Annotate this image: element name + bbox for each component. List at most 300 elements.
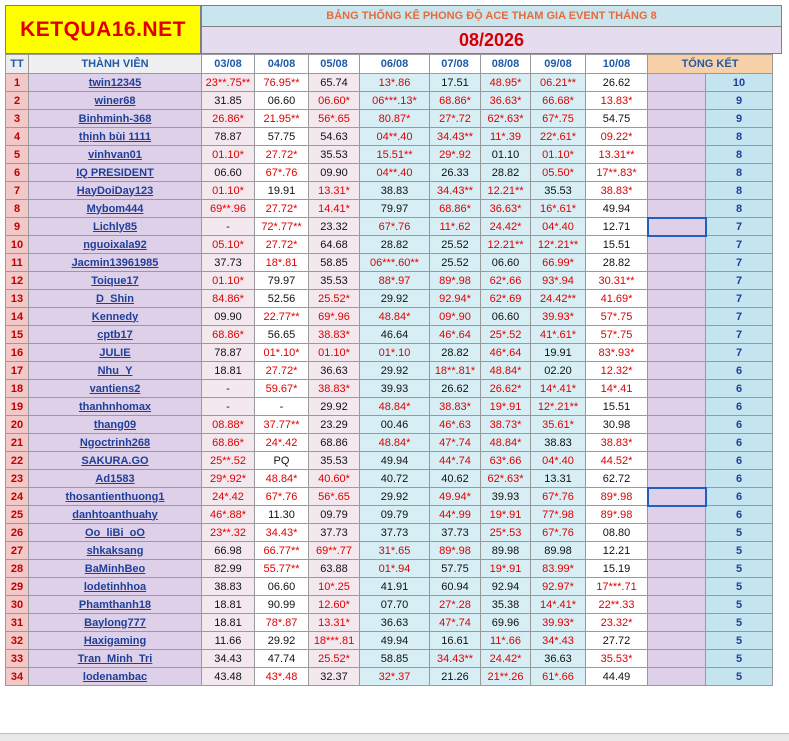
total-spacer-cell[interactable] (648, 506, 706, 524)
row-number-cell[interactable]: 34 (6, 668, 29, 686)
score-cell[interactable]: PQ (255, 452, 309, 470)
score-cell[interactable]: 18**.81* (430, 362, 481, 380)
total-score-cell[interactable]: 6 (706, 398, 773, 416)
score-cell[interactable]: 35.53 (309, 272, 360, 290)
total-score-cell[interactable]: 8 (706, 182, 773, 200)
score-cell[interactable]: 09.22* (586, 128, 648, 146)
score-cell[interactable]: 12*.21** (531, 398, 586, 416)
score-cell[interactable]: 09.90 (202, 308, 255, 326)
row-number-cell[interactable]: 6 (6, 164, 29, 182)
score-cell[interactable]: 09.90 (309, 164, 360, 182)
score-cell[interactable]: 18.81 (202, 362, 255, 380)
score-cell[interactable]: 06***.60** (360, 254, 430, 272)
score-cell[interactable]: 56*.65 (309, 488, 360, 506)
score-cell[interactable]: 18.81 (202, 614, 255, 632)
score-cell[interactable]: 31.85 (202, 92, 255, 110)
score-cell[interactable]: 12*.21** (531, 236, 586, 254)
score-cell[interactable]: 15.51 (586, 236, 648, 254)
score-cell[interactable]: 26.33 (430, 164, 481, 182)
score-cell[interactable]: 29.92 (360, 488, 430, 506)
score-cell[interactable]: 37.77** (255, 416, 309, 434)
score-cell[interactable]: 22*.61* (531, 128, 586, 146)
score-cell[interactable]: 47*.74 (430, 434, 481, 452)
score-cell[interactable]: 79.97 (255, 272, 309, 290)
total-score-cell[interactable]: 7 (706, 236, 773, 254)
row-number-cell[interactable]: 11 (6, 254, 29, 272)
score-cell[interactable]: 35.53* (586, 650, 648, 668)
score-cell[interactable]: 68.86* (430, 200, 481, 218)
member-name-cell[interactable]: lodetinhhoa (29, 578, 202, 596)
score-cell[interactable]: 11.66 (202, 632, 255, 650)
total-spacer-cell[interactable] (648, 110, 706, 128)
score-cell[interactable]: 68.86 (309, 434, 360, 452)
score-cell[interactable]: 06.60 (255, 92, 309, 110)
score-cell[interactable]: 41*.61* (531, 326, 586, 344)
total-spacer-cell[interactable] (648, 668, 706, 686)
score-cell[interactable]: 12.21 (586, 542, 648, 560)
score-cell[interactable]: 06***.13* (360, 92, 430, 110)
score-cell[interactable]: 80.87* (360, 110, 430, 128)
score-cell[interactable]: 89.98 (481, 542, 531, 560)
member-name-cell[interactable]: Phamthanh18 (29, 596, 202, 614)
score-cell[interactable]: 41.69* (586, 290, 648, 308)
score-cell[interactable]: 12.60* (309, 596, 360, 614)
score-cell[interactable]: 89*.98 (430, 542, 481, 560)
member-name-cell[interactable]: shkaksang (29, 542, 202, 560)
total-score-cell[interactable]: 6 (706, 470, 773, 488)
score-cell[interactable]: 04*.40 (531, 452, 586, 470)
member-name-cell[interactable]: Ngoctrinh268 (29, 434, 202, 452)
member-name-cell[interactable]: Nhu_Y (29, 362, 202, 380)
score-cell[interactable]: 27.72* (255, 146, 309, 164)
score-cell[interactable]: 89*.98 (586, 506, 648, 524)
score-cell[interactable]: 36.63 (531, 650, 586, 668)
score-cell[interactable]: 40.60* (309, 470, 360, 488)
score-cell[interactable]: 01.10* (531, 146, 586, 164)
score-cell[interactable]: 29.92 (360, 362, 430, 380)
score-cell[interactable]: 44*.74 (430, 452, 481, 470)
score-cell[interactable]: 27.72* (255, 200, 309, 218)
total-spacer-cell[interactable] (648, 524, 706, 542)
score-cell[interactable]: 27*.72 (430, 110, 481, 128)
score-cell[interactable]: 01*.10 (360, 344, 430, 362)
total-spacer-cell[interactable] (648, 236, 706, 254)
total-score-cell[interactable]: 9 (706, 92, 773, 110)
score-cell[interactable]: 67*.76 (531, 488, 586, 506)
score-cell[interactable]: 48.84* (360, 398, 430, 416)
score-cell[interactable]: 04**.40 (360, 164, 430, 182)
member-name-cell[interactable]: lodenambac (29, 668, 202, 686)
score-cell[interactable]: 26.62* (481, 380, 531, 398)
score-cell[interactable]: 13.31** (586, 146, 648, 164)
score-cell[interactable]: 26.86* (202, 110, 255, 128)
score-cell[interactable]: 49.94 (360, 452, 430, 470)
total-score-cell[interactable]: 5 (706, 524, 773, 542)
score-cell[interactable]: 29.92 (309, 398, 360, 416)
score-cell[interactable]: 92.97* (531, 578, 586, 596)
row-number-cell[interactable]: 23 (6, 470, 29, 488)
score-cell[interactable]: 62*.63* (481, 110, 531, 128)
row-number-cell[interactable]: 26 (6, 524, 29, 542)
score-cell[interactable]: 35.53 (309, 452, 360, 470)
score-cell[interactable]: 38.83 (360, 182, 430, 200)
score-cell[interactable]: 24*.42 (255, 434, 309, 452)
score-cell[interactable]: 43*.48 (255, 668, 309, 686)
score-cell[interactable]: 11*.39 (481, 128, 531, 146)
score-cell[interactable]: 49.94 (360, 632, 430, 650)
total-score-cell[interactable]: 6 (706, 434, 773, 452)
score-cell[interactable]: 88*.97 (360, 272, 430, 290)
row-number-cell[interactable]: 1 (6, 74, 29, 92)
header-date[interactable]: 09/08 (531, 55, 586, 74)
score-cell[interactable]: 37.73 (430, 524, 481, 542)
score-cell[interactable]: 48.95* (481, 74, 531, 92)
row-number-cell[interactable]: 13 (6, 290, 29, 308)
member-name-cell[interactable]: JULIE (29, 344, 202, 362)
score-cell[interactable]: 01.10 (481, 146, 531, 164)
score-cell[interactable]: 10*.25 (309, 578, 360, 596)
score-cell[interactable]: 13.83* (586, 92, 648, 110)
total-score-cell[interactable]: 5 (706, 596, 773, 614)
total-spacer-cell[interactable] (648, 74, 706, 92)
row-number-cell[interactable]: 24 (6, 488, 29, 506)
score-cell[interactable]: 46*.64 (481, 344, 531, 362)
row-number-cell[interactable]: 16 (6, 344, 29, 362)
stats-table[interactable] (5, 54, 773, 686)
score-cell[interactable]: 01*.10* (255, 344, 309, 362)
score-cell[interactable]: 31*.65 (360, 542, 430, 560)
row-number-cell[interactable]: 21 (6, 434, 29, 452)
score-cell[interactable]: 24*.42 (202, 488, 255, 506)
score-cell[interactable]: 67*.75 (531, 110, 586, 128)
total-spacer-cell[interactable] (648, 362, 706, 380)
member-name-cell[interactable]: HayDoiDay123 (29, 182, 202, 200)
score-cell[interactable]: 25*.52 (481, 326, 531, 344)
score-cell[interactable]: 13.31* (309, 614, 360, 632)
row-number-cell[interactable]: 32 (6, 632, 29, 650)
score-cell[interactable]: 24.42* (481, 218, 531, 236)
score-cell[interactable]: 01.10* (202, 182, 255, 200)
score-cell[interactable]: 18.81 (202, 596, 255, 614)
score-cell[interactable]: 83*.93* (586, 344, 648, 362)
score-cell[interactable]: 06.60* (309, 92, 360, 110)
row-number-cell[interactable]: 18 (6, 380, 29, 398)
score-cell[interactable]: 15.19 (586, 560, 648, 578)
score-cell[interactable]: 69**.77 (309, 542, 360, 560)
score-cell[interactable]: 62*.69 (481, 290, 531, 308)
score-cell[interactable]: 47.74 (255, 650, 309, 668)
total-spacer-cell[interactable] (648, 92, 706, 110)
score-cell[interactable]: 08.80 (586, 524, 648, 542)
score-cell[interactable]: 84.86* (202, 290, 255, 308)
total-spacer-cell[interactable] (648, 434, 706, 452)
score-cell[interactable]: 57.75 (255, 128, 309, 146)
score-cell[interactable]: 44.52* (586, 452, 648, 470)
score-cell[interactable]: 89.98 (531, 542, 586, 560)
score-cell[interactable]: 57*.75 (586, 308, 648, 326)
score-cell[interactable]: 22**.33 (586, 596, 648, 614)
score-cell[interactable]: - (202, 218, 255, 236)
score-cell[interactable]: 32.37 (309, 668, 360, 686)
score-cell[interactable]: 11*.66 (481, 632, 531, 650)
total-score-cell[interactable]: 5 (706, 542, 773, 560)
score-cell[interactable]: 68.86* (202, 326, 255, 344)
score-cell[interactable]: 57.75 (430, 560, 481, 578)
score-cell[interactable]: 34.43** (430, 128, 481, 146)
score-cell[interactable]: 12.71 (586, 218, 648, 236)
score-cell[interactable]: 46*.64 (430, 326, 481, 344)
score-cell[interactable]: 21.26 (430, 668, 481, 686)
row-number-cell[interactable]: 10 (6, 236, 29, 254)
score-cell[interactable]: 40.72 (360, 470, 430, 488)
header-date[interactable]: 05/08 (309, 55, 360, 74)
score-cell[interactable]: 14.41* (309, 200, 360, 218)
total-score-cell[interactable]: 5 (706, 632, 773, 650)
score-cell[interactable]: 78*.87 (255, 614, 309, 632)
score-cell[interactable]: 46*.63 (430, 416, 481, 434)
total-spacer-cell[interactable] (648, 596, 706, 614)
score-cell[interactable]: 04*.40 (531, 218, 586, 236)
score-cell[interactable]: 12.21** (481, 236, 531, 254)
score-cell[interactable]: 44.49 (586, 668, 648, 686)
header-date[interactable]: 10/08 (586, 55, 648, 74)
score-cell[interactable]: 48.84* (360, 434, 430, 452)
header-total[interactable]: TỔNG KẾT (648, 55, 773, 74)
member-name-cell[interactable]: vinhvan01 (29, 146, 202, 164)
score-cell[interactable]: 65.74 (309, 74, 360, 92)
score-cell[interactable]: 68.86* (202, 434, 255, 452)
total-score-cell[interactable]: 5 (706, 650, 773, 668)
score-cell[interactable]: 76.95** (255, 74, 309, 92)
member-name-cell[interactable]: Lichly85 (29, 218, 202, 236)
score-cell[interactable]: 59.67* (255, 380, 309, 398)
total-score-cell[interactable]: 8 (706, 200, 773, 218)
score-cell[interactable]: 48.84* (360, 308, 430, 326)
row-number-cell[interactable]: 28 (6, 560, 29, 578)
score-cell[interactable]: 28.82 (586, 254, 648, 272)
score-cell[interactable]: 58.85 (360, 650, 430, 668)
score-cell[interactable]: 06.60 (202, 164, 255, 182)
score-cell[interactable]: 18***.81 (309, 632, 360, 650)
score-cell[interactable]: 79.97 (360, 200, 430, 218)
row-number-cell[interactable]: 20 (6, 416, 29, 434)
total-spacer-cell[interactable] (648, 200, 706, 218)
total-score-cell[interactable]: 7 (706, 272, 773, 290)
score-cell[interactable]: 25.52* (309, 290, 360, 308)
score-cell[interactable]: 19.91 (255, 182, 309, 200)
total-score-cell[interactable]: 6 (706, 452, 773, 470)
score-cell[interactable]: 01.10* (309, 344, 360, 362)
score-cell[interactable]: 35.38 (481, 596, 531, 614)
score-cell[interactable]: 54.63 (309, 128, 360, 146)
score-cell[interactable]: 39.93 (360, 380, 430, 398)
member-name-cell[interactable]: winer68 (29, 92, 202, 110)
total-score-cell[interactable]: 6 (706, 380, 773, 398)
score-cell[interactable]: 06.60 (481, 254, 531, 272)
score-cell[interactable]: 23.29 (309, 416, 360, 434)
row-number-cell[interactable]: 17 (6, 362, 29, 380)
score-cell[interactable]: 27*.28 (430, 596, 481, 614)
score-cell[interactable]: 18*.81 (255, 254, 309, 272)
score-cell[interactable]: 22.77** (255, 308, 309, 326)
sheet-month[interactable] (201, 27, 782, 54)
score-cell[interactable]: 08.88* (202, 416, 255, 434)
row-number-cell[interactable]: 25 (6, 506, 29, 524)
score-cell[interactable]: 38.83* (309, 326, 360, 344)
score-cell[interactable]: 40.62 (430, 470, 481, 488)
score-cell[interactable]: 19.91 (531, 344, 586, 362)
total-score-cell[interactable]: 5 (706, 668, 773, 686)
total-score-cell[interactable]: 5 (706, 560, 773, 578)
score-cell[interactable]: 46*.88* (202, 506, 255, 524)
row-number-cell[interactable]: 30 (6, 596, 29, 614)
score-cell[interactable]: 05.50* (531, 164, 586, 182)
total-score-cell[interactable]: 7 (706, 290, 773, 308)
score-cell[interactable]: 05.10* (202, 236, 255, 254)
score-cell[interactable]: 34.43** (430, 650, 481, 668)
total-spacer-cell[interactable] (648, 542, 706, 560)
score-cell[interactable]: 27.72* (255, 236, 309, 254)
score-cell[interactable]: 36.63* (481, 92, 531, 110)
score-cell[interactable]: 54.75 (586, 110, 648, 128)
total-spacer-cell[interactable] (648, 470, 706, 488)
member-name-cell[interactable]: Binhminh-368 (29, 110, 202, 128)
score-cell[interactable]: 17**.83* (586, 164, 648, 182)
total-score-cell[interactable]: 10 (706, 74, 773, 92)
score-cell[interactable]: 37.73 (360, 524, 430, 542)
score-cell[interactable]: 30.31** (586, 272, 648, 290)
row-number-cell[interactable]: 12 (6, 272, 29, 290)
row-number-cell[interactable]: 2 (6, 92, 29, 110)
total-score-cell[interactable]: 7 (706, 218, 773, 236)
score-cell[interactable]: 34.43 (202, 650, 255, 668)
row-number-cell[interactable]: 14 (6, 308, 29, 326)
score-cell[interactable]: 04**.40 (360, 128, 430, 146)
score-cell[interactable]: 13*.86 (360, 74, 430, 92)
score-cell[interactable]: 38.83* (430, 398, 481, 416)
total-spacer-cell[interactable] (648, 218, 706, 236)
score-cell[interactable]: 34.43* (255, 524, 309, 542)
member-name-cell[interactable]: Ad1583 (29, 470, 202, 488)
score-cell[interactable]: 38.73* (481, 416, 531, 434)
score-cell[interactable]: 23.32* (586, 614, 648, 632)
score-cell[interactable]: 56.65 (255, 326, 309, 344)
score-cell[interactable]: 25.52* (309, 650, 360, 668)
score-cell[interactable]: 66.99* (531, 254, 586, 272)
score-cell[interactable]: 14*.41* (531, 596, 586, 614)
score-cell[interactable]: 23**.75** (202, 74, 255, 92)
score-cell[interactable]: 67*.76 (531, 524, 586, 542)
member-name-cell[interactable]: thịnh bùi 1111 (29, 128, 202, 146)
score-cell[interactable]: 24.42** (531, 290, 586, 308)
member-name-cell[interactable]: Baylong777 (29, 614, 202, 632)
score-cell[interactable]: 48.84* (255, 470, 309, 488)
score-cell[interactable]: 92.94* (430, 290, 481, 308)
score-cell[interactable]: 23**.32 (202, 524, 255, 542)
score-cell[interactable]: 29*.92* (202, 470, 255, 488)
total-score-cell[interactable]: 8 (706, 128, 773, 146)
row-number-cell[interactable]: 5 (6, 146, 29, 164)
score-cell[interactable]: 12.21** (481, 182, 531, 200)
score-cell[interactable]: 11*.62 (430, 218, 481, 236)
total-spacer-cell[interactable] (648, 488, 706, 506)
total-score-cell[interactable]: 7 (706, 344, 773, 362)
score-cell[interactable]: 09.79 (360, 506, 430, 524)
total-score-cell[interactable]: 7 (706, 326, 773, 344)
total-spacer-cell[interactable] (648, 398, 706, 416)
score-cell[interactable]: 69*.96 (309, 308, 360, 326)
total-spacer-cell[interactable] (648, 416, 706, 434)
score-cell[interactable]: 21.95** (255, 110, 309, 128)
score-cell[interactable]: 30.98 (586, 416, 648, 434)
row-number-cell[interactable]: 4 (6, 128, 29, 146)
score-cell[interactable]: - (202, 380, 255, 398)
score-cell[interactable]: 37.73 (309, 524, 360, 542)
score-cell[interactable]: 15.51** (360, 146, 430, 164)
member-name-cell[interactable]: SAKURA.GO (29, 452, 202, 470)
total-score-cell[interactable]: 8 (706, 146, 773, 164)
score-cell[interactable]: 12.32* (586, 362, 648, 380)
score-cell[interactable]: 48.84* (481, 434, 531, 452)
score-cell[interactable]: 23.32 (309, 218, 360, 236)
total-spacer-cell[interactable] (648, 326, 706, 344)
header-tt[interactable]: TT (6, 55, 29, 74)
score-cell[interactable]: 89*.98 (586, 488, 648, 506)
score-cell[interactable]: 09.79 (309, 506, 360, 524)
score-cell[interactable]: 55.77** (255, 560, 309, 578)
sheet-tab-bar[interactable] (0, 733, 789, 741)
score-cell[interactable]: 44*.99 (430, 506, 481, 524)
score-cell[interactable]: 49.94 (586, 200, 648, 218)
member-name-cell[interactable]: cptb17 (29, 326, 202, 344)
score-cell[interactable]: 38.83 (531, 434, 586, 452)
total-score-cell[interactable]: 7 (706, 308, 773, 326)
score-cell[interactable]: 67*.76 (255, 164, 309, 182)
total-spacer-cell[interactable] (648, 344, 706, 362)
header-date[interactable]: 03/08 (202, 55, 255, 74)
score-cell[interactable]: 06.60 (255, 578, 309, 596)
score-cell[interactable]: 38.83 (202, 578, 255, 596)
score-cell[interactable]: 28.82 (430, 344, 481, 362)
total-spacer-cell[interactable] (648, 290, 706, 308)
score-cell[interactable]: 13.31 (531, 470, 586, 488)
total-spacer-cell[interactable] (648, 164, 706, 182)
score-cell[interactable]: 38.83* (586, 182, 648, 200)
score-cell[interactable]: 24.42* (481, 650, 531, 668)
member-name-cell[interactable]: D_Shin (29, 290, 202, 308)
header-date[interactable]: 08/08 (481, 55, 531, 74)
score-cell[interactable]: 69**.96 (202, 200, 255, 218)
score-cell[interactable]: 64.68 (309, 236, 360, 254)
score-cell[interactable]: 19*.91 (481, 398, 531, 416)
header-date[interactable]: 07/08 (430, 55, 481, 74)
total-score-cell[interactable]: 6 (706, 416, 773, 434)
member-name-cell[interactable]: BaMinhBeo (29, 560, 202, 578)
score-cell[interactable]: 16.61 (430, 632, 481, 650)
member-name-cell[interactable]: Tran_Minh_Tri (29, 650, 202, 668)
score-cell[interactable]: 62*.66 (481, 272, 531, 290)
header-date[interactable]: 04/08 (255, 55, 309, 74)
score-cell[interactable]: 66.98 (202, 542, 255, 560)
member-name-cell[interactable]: thang09 (29, 416, 202, 434)
score-cell[interactable]: 43.48 (202, 668, 255, 686)
score-cell[interactable]: 28.82 (360, 236, 430, 254)
score-cell[interactable]: 25*.53 (481, 524, 531, 542)
score-cell[interactable]: 67*.76 (360, 218, 430, 236)
score-cell[interactable]: 29*.92 (430, 146, 481, 164)
member-name-cell[interactable]: Kennedy (29, 308, 202, 326)
score-cell[interactable]: 46.64 (360, 326, 430, 344)
